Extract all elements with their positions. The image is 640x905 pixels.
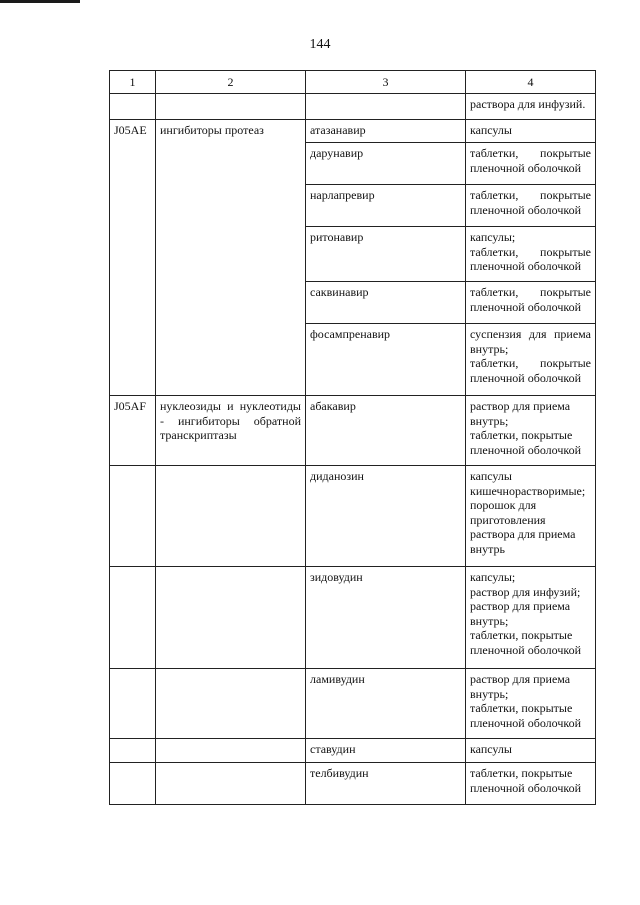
form-line: таблетки, покрытые пленочной оболочкой	[470, 146, 591, 175]
table-row	[110, 739, 596, 763]
group-cell	[156, 763, 306, 805]
form-line: таблетки, покрытые пленочной оболочкой	[470, 628, 582, 657]
form-line: порошок для приготовления раствора для приема внутрь	[470, 498, 576, 556]
form-line: раствор для инфузий;	[470, 584, 581, 599]
drug-cell: ламивудин	[306, 669, 466, 739]
group-cell	[156, 739, 306, 763]
table-row	[110, 567, 596, 669]
form-line: капсулы;	[470, 230, 516, 244]
page-number: 144	[309, 37, 331, 52]
drug-cell: нарлапревир	[306, 185, 466, 227]
group-cell	[156, 94, 306, 120]
atc-code-cell	[110, 466, 156, 567]
drug-table	[109, 70, 596, 805]
form-line: таблетки, покрытые пленочной оболочкой	[470, 285, 591, 314]
forms-cell	[466, 94, 596, 120]
forms-cell	[466, 185, 596, 227]
drug-cell: ставудин	[306, 739, 466, 763]
form-line: капсулы;	[470, 570, 516, 584]
drug-cell: атазанавир	[306, 120, 466, 143]
drug-cell	[306, 94, 466, 120]
form-line: раствора для инфузий.	[470, 97, 586, 111]
atc-code-cell: J05AF	[110, 396, 156, 466]
forms-cell	[466, 739, 596, 763]
drug-cell: ритонавир	[306, 227, 466, 282]
forms-cell	[466, 567, 596, 669]
form-line: таблетки, покрытые пленочной оболочкой	[470, 701, 582, 730]
drug-cell: зидовудин	[306, 567, 466, 669]
table-row	[110, 763, 596, 805]
atc-code-cell	[110, 763, 156, 805]
header-col-4: 4	[466, 71, 596, 94]
group-cell	[156, 669, 306, 739]
atc-code-cell	[110, 567, 156, 669]
group-cell	[156, 567, 306, 669]
forms-cell	[466, 669, 596, 739]
drug-cell: телбивудин	[306, 763, 466, 805]
drug-cell: диданозин	[306, 466, 466, 567]
form-line: суспензия для приема внутрь;	[470, 327, 591, 356]
form-line: капсулы	[470, 123, 512, 137]
forms-cell	[466, 763, 596, 805]
form-line: капсулы	[470, 742, 512, 756]
form-line: капсулы кишечнорастворимые;	[470, 469, 586, 498]
atc-code-cell	[110, 739, 156, 763]
form-line: раствор для приема внутрь;	[470, 599, 571, 628]
table-row	[110, 396, 596, 466]
group-cell: нуклеозиды и нуклеотиды - ингибиторы обратной транскриптазы	[156, 396, 306, 466]
atc-code-cell	[110, 669, 156, 739]
drug-cell: саквинавир	[306, 282, 466, 324]
table-row	[110, 94, 596, 120]
form-line: таблетки, покрытые пленочной оболочкой	[470, 244, 591, 274]
forms-cell	[466, 324, 596, 396]
header-col-2: 2	[156, 71, 306, 94]
header-col-1: 1	[110, 71, 156, 94]
header-col-3: 3	[306, 71, 466, 94]
drug-cell: дарунавир	[306, 143, 466, 185]
forms-cell	[466, 227, 596, 282]
forms-cell	[466, 396, 596, 466]
atc-code-cell	[110, 94, 156, 120]
form-line: таблетки, покрытые пленочной оболочкой	[470, 188, 591, 217]
form-line: раствор для приема внутрь;	[470, 399, 571, 428]
forms-cell	[466, 282, 596, 324]
table-row	[110, 466, 596, 567]
top-rule	[0, 0, 80, 3]
group-cell	[156, 466, 306, 567]
forms-cell	[466, 120, 596, 143]
form-line: таблетки, покрытые пленочной оболочкой	[470, 766, 582, 795]
table-row	[110, 669, 596, 739]
forms-cell	[466, 466, 596, 567]
table-row	[110, 120, 596, 143]
drug-cell: абакавир	[306, 396, 466, 466]
table-header-row	[110, 71, 596, 94]
form-line: таблетки, покрытые пленочной оболочкой	[470, 356, 591, 385]
atc-code-cell: J05AE	[110, 120, 156, 396]
drug-cell: фосампренавир	[306, 324, 466, 396]
form-line: таблетки, покрытые пленочной оболочкой	[470, 428, 582, 457]
form-line: раствор для приема внутрь;	[470, 672, 571, 701]
forms-cell	[466, 143, 596, 185]
group-cell: ингибиторы протеаз	[156, 120, 306, 396]
